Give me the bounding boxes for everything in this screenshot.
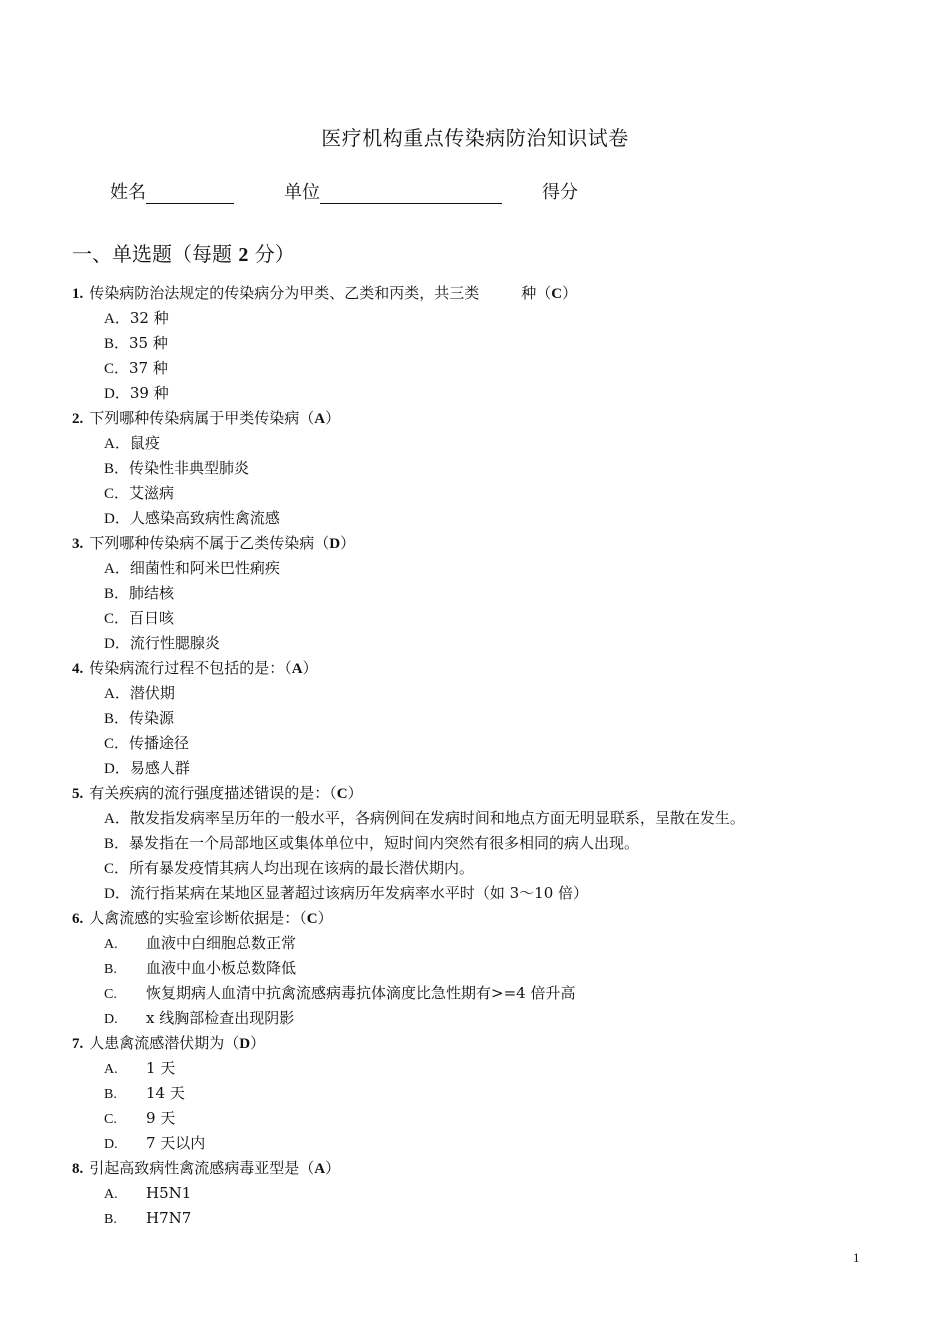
option-letter: A.	[104, 1062, 118, 1077]
option-letter: A．	[104, 686, 130, 702]
option-d	[0, 756, 950, 781]
page-title: 医疗机构重点传染病防治知识试卷	[321, 126, 629, 150]
option-letter: C．	[104, 486, 130, 502]
question-text: 传染病流行过程不包括的是：（	[89, 659, 292, 677]
option-text: 恢复期病人血清中抗禽流感病毒抗体滴度比急性期有>=4 倍升高	[146, 984, 576, 1002]
option-letter: A．	[104, 561, 130, 577]
option-a	[0, 431, 950, 456]
option-d	[0, 1006, 950, 1031]
question-7	[0, 1031, 950, 1056]
question-answer: A	[314, 411, 326, 427]
question-answer: C	[306, 911, 318, 927]
option-text: 散发指发病率呈历年的一般水平，各病例间在发病时间和地点方面无明显联系，呈散在发生。	[129, 809, 745, 827]
question-answer: C	[336, 786, 348, 802]
option-letter: A．	[104, 311, 130, 327]
option-text: 所有暴发疫情其病人均出现在该病的最长潜伏期内。	[129, 859, 475, 877]
section-prefix: 一、单选题（每题	[72, 242, 232, 266]
option-b	[0, 1081, 950, 1106]
option-d	[0, 506, 950, 531]
option-b	[0, 331, 950, 356]
question-close: ）	[347, 784, 363, 802]
question-number: 3.	[72, 536, 84, 552]
option-text: 传染性非典型肺炎	[129, 459, 250, 477]
option-c	[0, 606, 950, 631]
question-close: ）	[562, 284, 578, 302]
option-letter: B．	[104, 711, 130, 727]
option-a	[0, 306, 950, 331]
option-c	[0, 856, 950, 881]
name-blank[interactable]	[146, 181, 234, 204]
option-a	[0, 806, 950, 831]
option-b	[0, 1206, 950, 1231]
name-label: 姓名	[110, 182, 146, 203]
option-c	[0, 981, 950, 1006]
option-text: 血液中血小板总数降低	[146, 959, 297, 977]
question-number: 2.	[72, 411, 84, 427]
option-text: 潜伏期	[129, 684, 175, 702]
section-points: 2	[238, 244, 249, 266]
option-letter: A.	[104, 1187, 118, 1202]
option-a	[0, 556, 950, 581]
question-close: ）	[302, 659, 318, 677]
question-close: ）	[317, 909, 333, 927]
option-a	[0, 1056, 950, 1081]
option-letter: B．	[104, 586, 130, 602]
option-text: 百日咳	[129, 609, 175, 627]
question-text: 引起高致病性禽流感病毒亚型是（	[89, 1159, 315, 1177]
option-text: 肺结核	[129, 584, 175, 602]
option-letter: B.	[104, 1212, 117, 1227]
option-letter: B.	[104, 1087, 117, 1102]
score-field	[542, 178, 578, 204]
option-text: 艾滋病	[129, 484, 175, 502]
option-letter: C．	[104, 611, 130, 627]
option-b	[0, 456, 950, 481]
option-letter: B．	[104, 461, 130, 477]
option-b	[0, 706, 950, 731]
option-text: 39 种	[129, 384, 169, 402]
question-list	[0, 281, 950, 1231]
option-c	[0, 481, 950, 506]
score-label: 得分	[542, 182, 578, 203]
option-letter: C．	[104, 361, 130, 377]
question-answer: D	[239, 1036, 251, 1052]
question-answer: C	[551, 286, 563, 302]
option-text: 易感人群	[129, 759, 190, 777]
option-letter: D．	[104, 761, 130, 777]
question-text: 有关疾病的流行强度描述错误的是：（	[89, 784, 337, 802]
option-text: 7 天以内	[146, 1134, 206, 1152]
option-letter: A.	[104, 937, 118, 952]
option-text: 血液中白细胞总数正常	[146, 934, 297, 952]
question-3	[0, 531, 950, 556]
option-text: 14 天	[146, 1084, 185, 1102]
option-letter: B．	[104, 836, 130, 852]
question-text: 下列哪种传染病不属于乙类传染病（	[89, 534, 330, 552]
option-text: 流行性腮腺炎	[129, 634, 220, 652]
option-text: 传播途径	[129, 734, 190, 752]
option-c	[0, 356, 950, 381]
option-b	[0, 831, 950, 856]
option-letter: D．	[104, 386, 130, 402]
option-text: 鼠疫	[129, 434, 160, 452]
question-answer: A	[314, 1161, 326, 1177]
option-text: 暴发指在一个局部地区或集体单位中，短时间内突然有很多相同的病人出现。	[129, 834, 640, 852]
question-close: ）	[325, 1159, 341, 1177]
option-text: 细菌性和阿米巴性痢疾	[129, 559, 280, 577]
option-d	[0, 881, 950, 906]
info-row	[0, 178, 950, 206]
question-close: ）	[340, 534, 356, 552]
option-c	[0, 1106, 950, 1131]
question-number: 4.	[72, 661, 84, 677]
unit-field	[284, 178, 502, 204]
option-letter: D．	[104, 511, 130, 527]
question-close: ）	[325, 409, 341, 427]
question-number: 8.	[72, 1161, 84, 1177]
option-text: 人感染高致病性禽流感	[129, 509, 280, 527]
question-text: 人患禽流感潜伏期为（	[89, 1034, 240, 1052]
option-letter: D．	[104, 886, 130, 902]
option-letter: B.	[104, 962, 117, 977]
option-letter: A．	[104, 436, 130, 452]
question-number: 7.	[72, 1036, 84, 1052]
option-text: H5N1	[146, 1184, 192, 1202]
question-text: 传染病防治法规定的传染病分为甲类、乙类和丙类，共三类	[89, 284, 480, 302]
question-5	[0, 781, 950, 806]
option-a	[0, 1181, 950, 1206]
option-letter: C.	[104, 987, 117, 1002]
option-c	[0, 731, 950, 756]
option-text: 37 种	[129, 359, 168, 377]
option-text: 9 天	[146, 1109, 176, 1127]
option-d	[0, 1131, 950, 1156]
option-letter: D.	[104, 1012, 118, 1027]
question-text: 人禽流感的实验室诊断依据是：（	[89, 909, 307, 927]
option-letter: B．	[104, 336, 130, 352]
question-8	[0, 1156, 950, 1181]
name-field	[110, 178, 234, 204]
question-text-after: 种（	[521, 284, 552, 302]
option-letter: C．	[104, 736, 130, 752]
option-letter: C．	[104, 861, 130, 877]
option-b	[0, 956, 950, 981]
option-text: 传染源	[129, 709, 175, 727]
question-1	[0, 281, 950, 306]
option-d	[0, 381, 950, 406]
section-suffix: 分）	[254, 242, 295, 266]
option-letter: D.	[104, 1137, 118, 1152]
question-answer: D	[329, 536, 341, 552]
option-text: 35 种	[129, 334, 168, 352]
option-text: 32 种	[129, 309, 169, 327]
option-b	[0, 581, 950, 606]
unit-blank[interactable]	[320, 181, 502, 204]
question-2	[0, 406, 950, 431]
question-number: 6.	[72, 911, 84, 927]
option-letter: A．	[104, 811, 130, 827]
section-heading	[72, 238, 295, 267]
option-text: 1 天	[146, 1059, 176, 1077]
question-close: ）	[250, 1034, 266, 1052]
page-number: 1	[853, 1250, 860, 1265]
question-6	[0, 906, 950, 931]
question-text: 下列哪种传染病属于甲类传染病（	[89, 409, 315, 427]
question-number: 1.	[72, 286, 84, 302]
option-text: H7N7	[146, 1209, 192, 1227]
question-number: 5.	[72, 786, 84, 802]
question-answer: A	[291, 661, 303, 677]
option-d	[0, 631, 950, 656]
option-letter: C.	[104, 1112, 117, 1127]
option-a	[0, 931, 950, 956]
unit-label: 单位	[284, 182, 320, 203]
option-a	[0, 681, 950, 706]
question-4	[0, 656, 950, 681]
option-letter: D．	[104, 636, 130, 652]
option-text: 流行指某病在某地区显著超过该病历年发病率水平时（如 3～10 倍）	[129, 884, 589, 902]
option-text: x 线胸部检查出现阴影	[146, 1009, 295, 1027]
